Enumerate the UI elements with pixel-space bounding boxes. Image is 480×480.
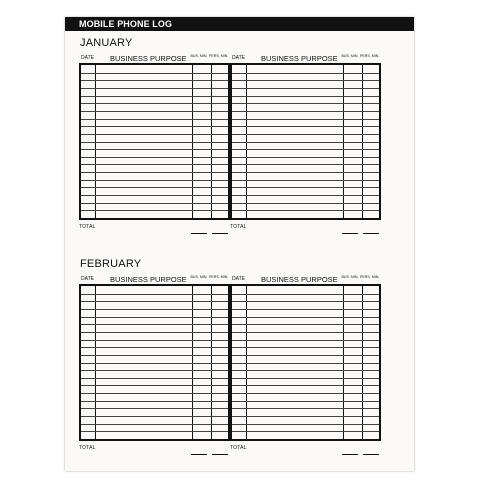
table-row [232,416,379,417]
total-pers-min-line [212,454,228,455]
table-row [232,149,379,150]
log-grid [230,63,381,220]
column-header-bus-min: BUS. MIN. [341,275,359,279]
column-header-pers-min: PERS. MIN. [360,275,380,279]
table-row [81,294,228,295]
log-grid [79,63,230,220]
total-pers-min-line [363,233,379,234]
table-row [81,324,228,325]
column-header-date: DATE [81,276,94,282]
table-row [81,340,228,341]
table-row [232,126,379,127]
table-row [81,134,228,135]
table-row [81,180,228,181]
table-row [232,393,379,394]
total-bus-min-line [191,454,207,455]
table-row [81,73,228,74]
table-row [81,393,228,394]
table-row [81,149,228,150]
column-header-pers-min: PERS. MIN. [209,54,229,58]
month-heading: JANUARY [80,37,133,49]
table-row [232,142,379,143]
table-row [81,103,228,104]
table-row [232,347,379,348]
total-bus-min-line [191,233,207,234]
table-row [81,431,228,432]
table-row [81,347,228,348]
column-header-purpose: BUSINESS PURPOSE [261,54,338,63]
table-row [81,301,228,302]
table-row [232,88,379,89]
table-row [232,164,379,165]
table-row [232,203,379,204]
table-row [81,355,228,356]
table-row [232,370,379,371]
table-row [232,324,379,325]
table-row [81,96,228,97]
table-row [81,172,228,173]
column-header-bus-min: BUS. MIN. [341,54,359,58]
table-row [81,424,228,425]
table-row [81,111,228,112]
table-row [232,73,379,74]
table-row [232,111,379,112]
table-row [232,119,379,120]
table-row [232,301,379,302]
table-row [232,294,379,295]
table-row [232,187,379,188]
table-row [81,187,228,188]
table-row [232,309,379,310]
total-bus-min-line [342,233,358,234]
table-row [81,363,228,364]
table-row [232,340,379,341]
column-header-purpose: BUSINESS PURPOSE [110,54,187,63]
column-header-bus-min: BUS. MIN. [190,275,208,279]
table-row [232,378,379,379]
table-row [81,210,228,211]
table-row [81,378,228,379]
table-row [232,195,379,196]
table-row [232,96,379,97]
table-row [232,134,379,135]
table-row [81,157,228,158]
table-row [232,385,379,386]
table-row [232,431,379,432]
table-row [81,332,228,333]
table-row [232,103,379,104]
table-row [81,385,228,386]
table-row [81,309,228,310]
total-pers-min-line [212,233,228,234]
table-row [232,408,379,409]
log-title: MOBILE PHONE LOG [65,17,414,31]
table-row [81,401,228,402]
table-row [232,424,379,425]
table-row [232,210,379,211]
column-header-date: DATE [232,55,245,61]
total-label: TOTAL [79,445,96,451]
total-label: TOTAL [79,224,96,230]
total-pers-min-line [363,454,379,455]
total-bus-min-line [342,454,358,455]
table-row [81,408,228,409]
column-header-purpose: BUSINESS PURPOSE [110,275,187,284]
table-row [232,157,379,158]
table-row [232,355,379,356]
table-row [232,317,379,318]
table-row [232,401,379,402]
table-row [81,370,228,371]
total-label: TOTAL [230,224,247,230]
table-row [232,332,379,333]
table-row [81,195,228,196]
table-row [81,80,228,81]
total-label: TOTAL [230,445,247,451]
table-row [81,142,228,143]
table-row [232,172,379,173]
column-header-pers-min: PERS. MIN. [209,275,229,279]
table-row [232,363,379,364]
table-row [232,180,379,181]
log-grid [230,284,381,441]
table-row [81,416,228,417]
table-row [81,164,228,165]
column-header-date: DATE [232,276,245,282]
table-row [81,203,228,204]
month-heading: FEBRUARY [80,258,142,270]
log-grid [79,284,230,441]
column-header-pers-min: PERS. MIN. [360,54,380,58]
column-header-purpose: BUSINESS PURPOSE [261,275,338,284]
table-row [81,317,228,318]
column-header-bus-min: BUS. MIN. [190,54,208,58]
table-row [81,88,228,89]
table-row [232,80,379,81]
table-row [81,119,228,120]
column-header-date: DATE [81,55,94,61]
table-row [81,126,228,127]
